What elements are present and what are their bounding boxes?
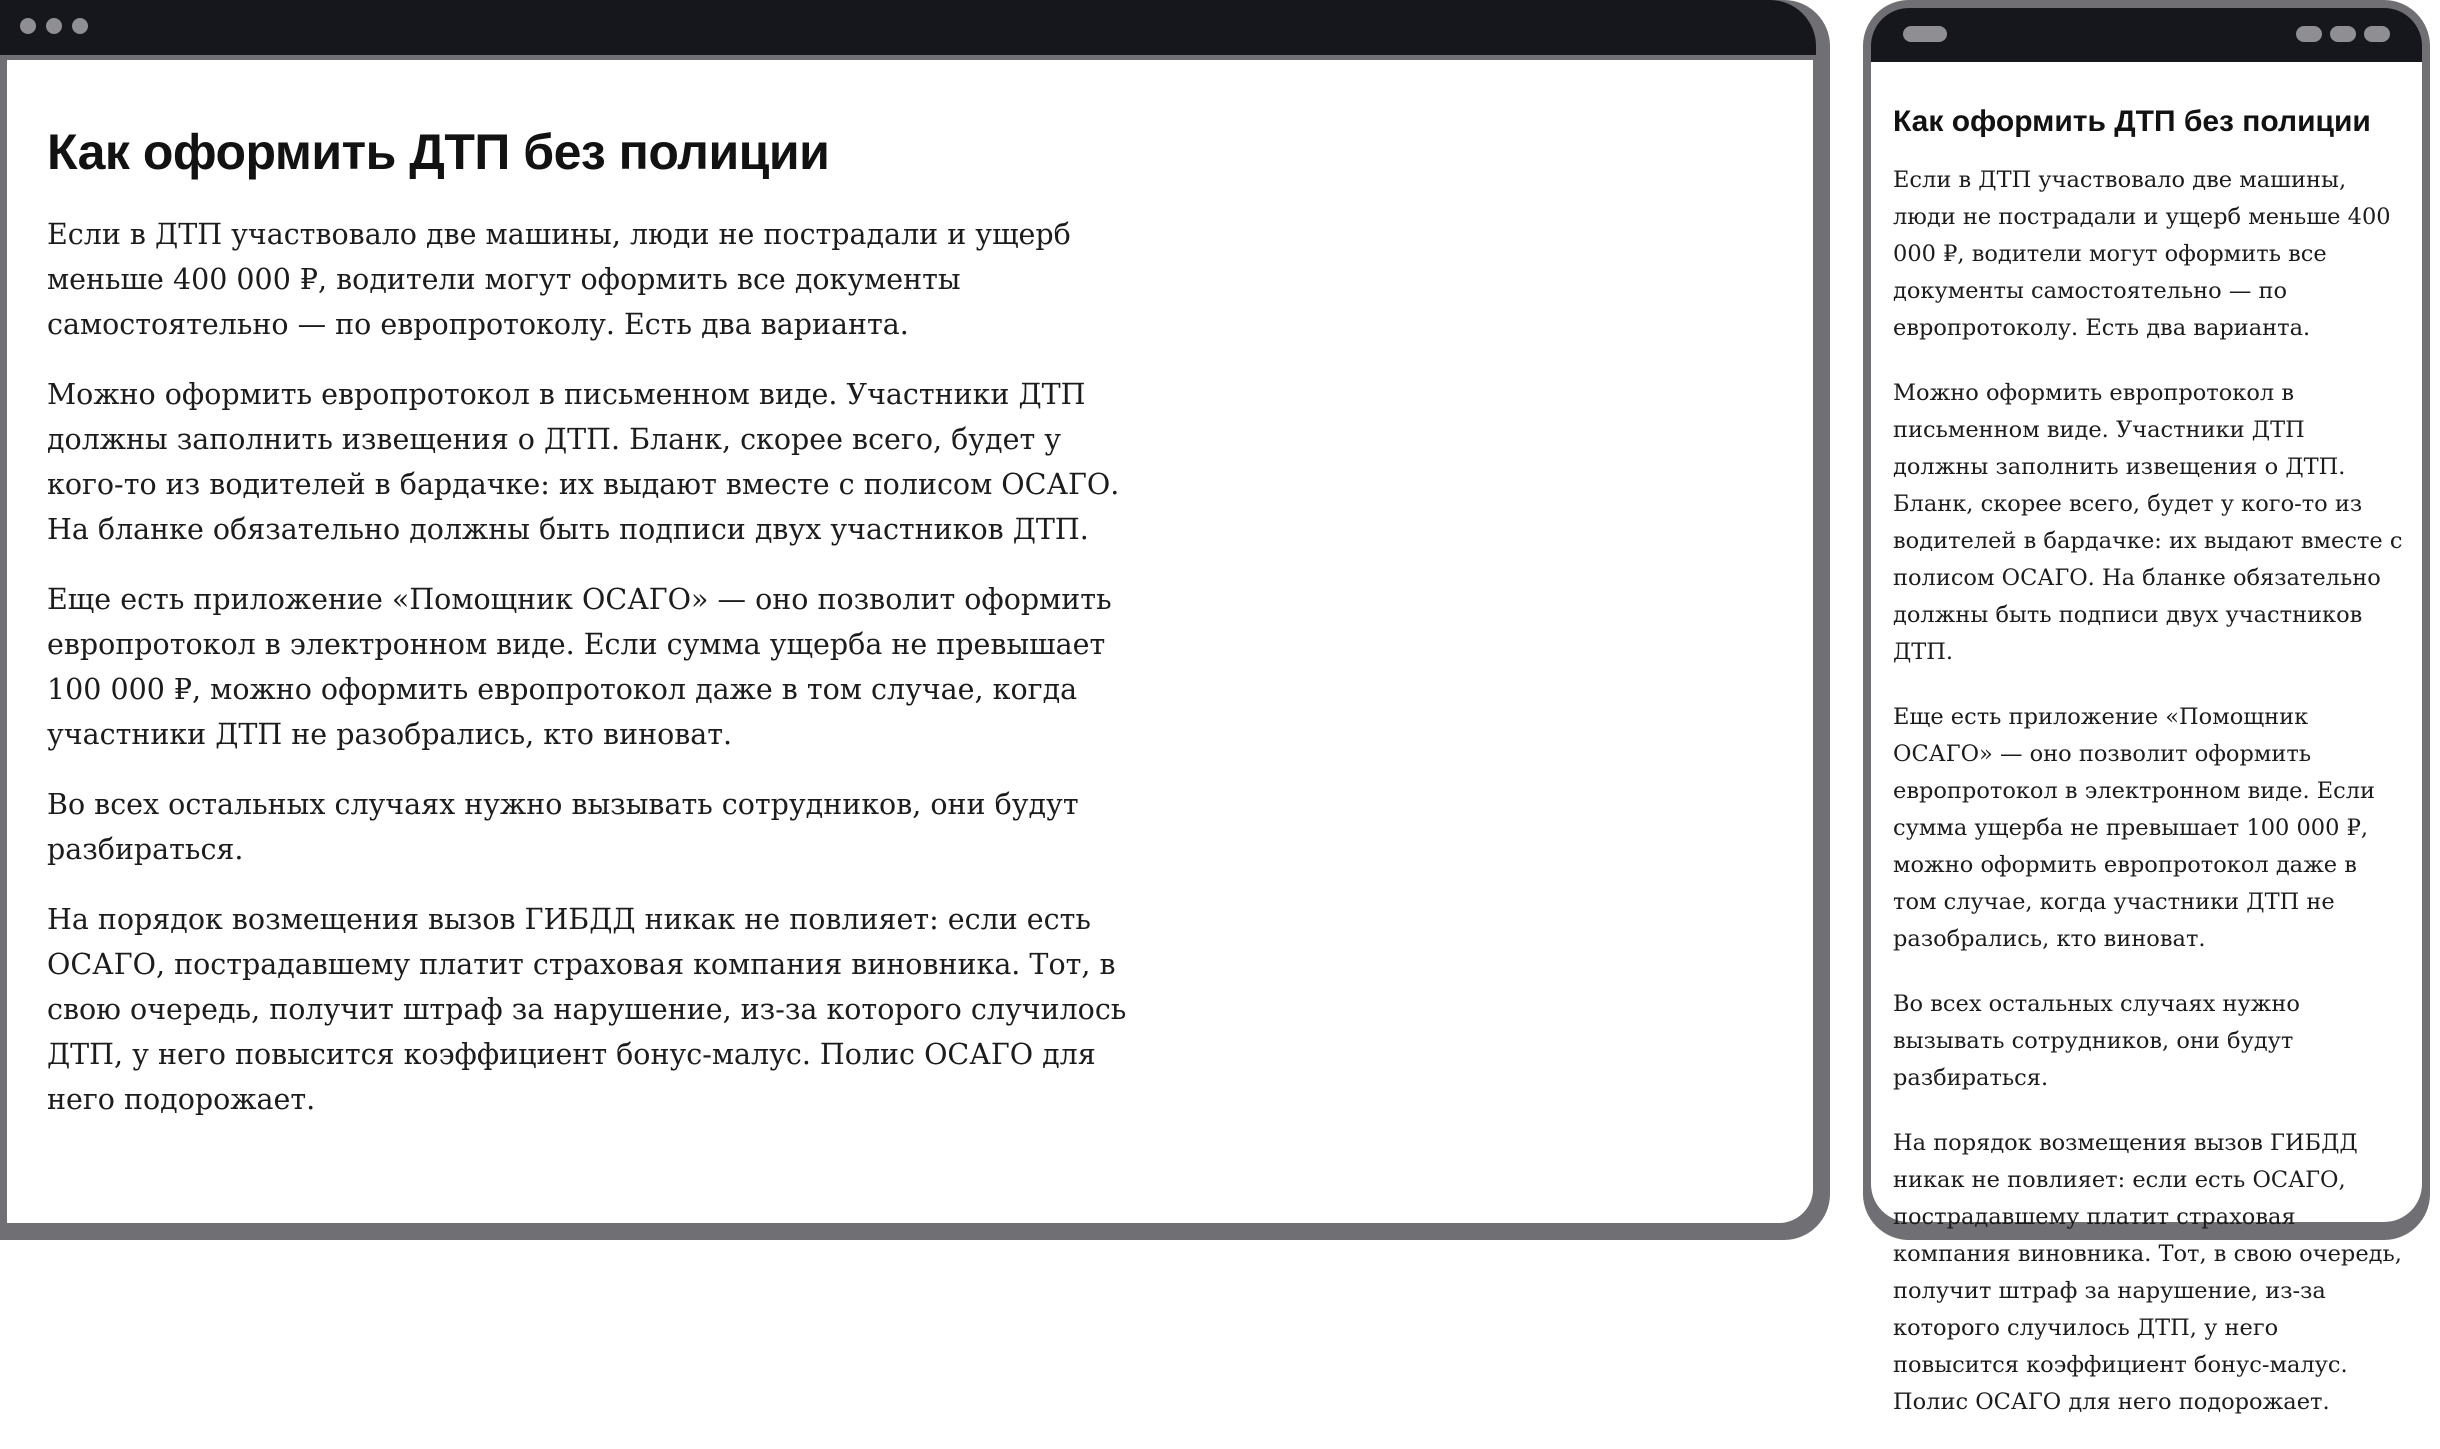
page-title: Как оформить ДТП без полиции xyxy=(47,124,830,180)
window-maximize-dot-icon[interactable] xyxy=(72,18,88,34)
article-paragraph: Еще есть приложение «Помощник ОСАГО» — оно позволит оформить европротокол в электронном виде. Если сумма ущерба не превышает 100 000 ₽, можно оформить европротокол даже в том случае, когда участники ДТП не разобрались, кто виноват. xyxy=(47,583,1112,751)
mobile-device-frame xyxy=(1863,0,2430,1415)
mobile-article-paragraph: Во всех остальных случаях нужно вызывать сотрудников, они будут разбираться. xyxy=(1893,991,2300,1091)
mobile-indicator-pill-icon xyxy=(2330,26,2356,42)
mobile-page-title: Как оформить ДТП без полиции xyxy=(1893,105,2371,138)
desktop-title-bar xyxy=(0,0,1816,55)
mobile-status-bar xyxy=(1871,8,2422,62)
mobile-indicator-pill-icon xyxy=(2364,26,2390,42)
window-controls xyxy=(20,18,88,34)
article-paragraph: Можно оформить европротокол в письменном виде. Участники ДТП должны заполнить извещения о ДТП. Бланк, скорее всего, будет у кого-то из водителей в бардачке: их выдают вместе с полисом ОСАГО. На бланке обязательно должны быть подписи двух участников ДТП. xyxy=(47,378,1120,546)
mobile-article-paragraph: Если в ДТП участвовало две машины, люди не пострадали и ущерб меньше 400 000 ₽, водители могут оформить все документы самостоятельно — по европротоколу. Есть два варианта. xyxy=(1893,167,2391,341)
mobile-status-pill-icon xyxy=(1903,26,1947,42)
mobile-indicator-pill-icon xyxy=(2296,26,2322,42)
window-minimize-dot-icon[interactable] xyxy=(46,18,62,34)
article-paragraph: Если в ДТП участвовало две машины, люди не пострадали и ущерб меньше 400 000 ₽, водители могут оформить все документы самостоятельно — по европротоколу. Есть два варианта. xyxy=(47,218,1071,341)
window-close-dot-icon[interactable] xyxy=(20,18,36,34)
mobile-article-paragraph: Можно оформить европротокол в письменном виде. Участники ДТП должны заполнить извещения о ДТП. Бланк, скорее всего, будет у кого-то из водителей в бардачке: их выдают вместе с полисом ОСАГО. На бланке обязательно должны быть подписи двух участников ДТП. xyxy=(1893,380,2403,665)
mobile-status-indicators xyxy=(2296,26,2390,42)
mobile-article-paragraph: На порядок возмещения вызов ГИБДД никак не повлияет: если есть ОСАГО, пострадавшему платит страховая компания виновника. Тот, в свою очередь, получит штраф за нарушение, из-за которого случилось ДТП, у него повысится коэффициент бонус-малус. Полис ОСАГО для него подорожает. xyxy=(1893,1130,2402,1415)
desktop-article xyxy=(47,120,1127,1147)
desktop-viewport[interactable] xyxy=(7,60,1813,1223)
article-paragraph: Во всех остальных случаях нужно вызывать сотрудников, они будут разбираться. xyxy=(47,788,1079,866)
mobile-viewport[interactable] xyxy=(1871,62,2422,1415)
mobile-article-paragraph: Еще есть приложение «Помощник ОСАГО» — оно позволит оформить европротокол в электронном виде. Если сумма ущерба не превышает 100 000 ₽, можно оформить европротокол даже в том случае, когда участники ДТП не разобрались, кто виноват. xyxy=(1893,704,2376,952)
mobile-article xyxy=(1893,102,2405,1449)
article-paragraph: На порядок возмещения вызов ГИБДД никак не повлияет: если есть ОСАГО, пострадавшему платит страховая компания виновника. Тот, в свою очередь, получит штраф за нарушение, из-за которого случилось ДТП, у него повысится коэффициент бонус-малус. Полис ОСАГО для него подорожает. xyxy=(47,903,1127,1116)
